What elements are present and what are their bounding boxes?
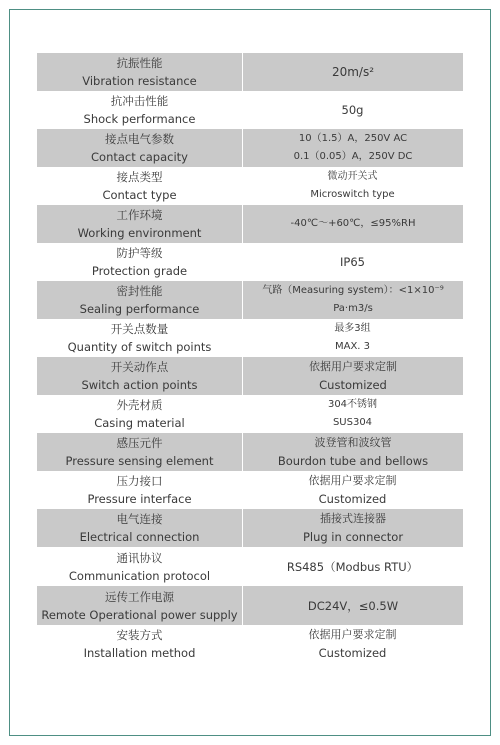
- value-line: Customized: [318, 646, 387, 660]
- spec-value: [242, 91, 463, 129]
- value-line: 依据用户要求定制: [308, 474, 397, 487]
- spec-row-remote-power-supply: [37, 586, 463, 625]
- spec-row-pressure-interface: [37, 471, 463, 509]
- label-en: Protection grade: [91, 264, 188, 278]
- spec-row-pressure-sensing-element: [37, 433, 463, 471]
- spec-value: [242, 509, 463, 547]
- label-zh: 压力接口: [116, 474, 163, 488]
- label-zh: 外壳材质: [116, 398, 163, 412]
- spec-value: [242, 53, 463, 91]
- spec-label: [37, 471, 242, 509]
- spec-row-installation-method: [37, 625, 463, 663]
- spec-row-contact-type: [37, 167, 463, 205]
- spec-value: [242, 281, 463, 319]
- spec-row-protection-grade: [37, 243, 463, 281]
- spec-value: [242, 471, 463, 509]
- spec-label: [37, 205, 242, 243]
- spec-row-working-environment: [37, 205, 463, 243]
- spec-label: [37, 625, 242, 663]
- value-line: SUS304: [332, 417, 373, 428]
- spec-value: [242, 129, 463, 167]
- label-en: Electrical connection: [79, 530, 200, 544]
- label-zh: 接点电气参数: [105, 132, 174, 146]
- value-line: 气路（Measuring system）：<1×10⁻⁹: [262, 285, 444, 296]
- label-en: Casing material: [94, 416, 185, 430]
- spec-label: [37, 547, 242, 586]
- value-line: Plug in connector: [302, 530, 404, 544]
- value-line: DC24V，≤0.5W: [307, 598, 399, 613]
- label-zh: 抗振性能: [116, 56, 163, 70]
- label-zh: 开关动作点: [110, 360, 169, 374]
- value-line: 微动开关式: [327, 171, 378, 182]
- value-line: 波登管和波纹管: [314, 436, 392, 449]
- spec-value: [242, 625, 463, 663]
- spec-value: [242, 205, 463, 243]
- spec-label: [37, 395, 242, 433]
- spec-value: [242, 167, 463, 205]
- label-zh: 工作环境: [116, 208, 163, 222]
- value-line: 50g: [341, 103, 364, 117]
- value-line: Microswitch type: [310, 189, 395, 200]
- label-en: Installation method: [83, 646, 196, 660]
- value-line: 依据用户要求定制: [308, 628, 397, 641]
- spec-value: [242, 319, 463, 357]
- spec-row-switch-action-points: [37, 357, 463, 395]
- spec-row-communication-protocol: [37, 547, 463, 586]
- value-line: IP65: [340, 255, 365, 269]
- spec-row-contact-capacity: [37, 129, 463, 167]
- spec-value: [242, 547, 463, 586]
- label-en: Communication protocol: [68, 568, 211, 583]
- spec-table: [37, 53, 463, 663]
- label-en: Working environment: [77, 226, 202, 240]
- spec-row-sealing-performance: [37, 281, 463, 319]
- spec-row-electrical-connection: [37, 509, 463, 547]
- label-en: Contact capacity: [91, 150, 188, 164]
- spec-value: [242, 586, 463, 625]
- label-en: Remote Operational power supply: [41, 607, 238, 622]
- spec-label: [37, 281, 242, 319]
- value-line: 304不锈钢: [327, 399, 378, 410]
- value-line: RS485（Modbus RTU）: [286, 559, 419, 574]
- label-en: Switch action points: [81, 378, 198, 392]
- value-line: 10（1.5）A，250V AC: [298, 133, 408, 144]
- spec-value: [242, 395, 463, 433]
- label-en: Pressure interface: [87, 492, 192, 506]
- label-zh: 密封性能: [116, 284, 163, 298]
- label-zh: 抗冲击性能: [110, 94, 169, 108]
- label-en: Shock performance: [83, 112, 196, 126]
- label-en: Pressure sensing element: [65, 454, 214, 468]
- value-line: -40℃～+60℃，≤95%RH: [290, 218, 416, 229]
- label-zh: 远传工作电源: [105, 589, 174, 604]
- value-line: Customized: [318, 492, 387, 506]
- value-line: Pa·m3/s: [333, 303, 373, 314]
- label-zh: 感压元件: [116, 436, 163, 450]
- value-line: Customized: [319, 378, 387, 392]
- value-line: 20m/s²: [331, 65, 375, 79]
- label-zh: 电气连接: [116, 512, 163, 526]
- label-zh: 防护等级: [116, 246, 163, 260]
- spec-label: [37, 319, 242, 357]
- spec-label: [37, 357, 242, 395]
- spec-label: [37, 167, 242, 205]
- spec-row-casing-material: [37, 395, 463, 433]
- spec-label: [37, 243, 242, 281]
- label-zh: 安装方式: [116, 628, 163, 642]
- spec-label: [37, 129, 242, 167]
- spec-value: [242, 357, 463, 395]
- spec-value: [242, 243, 463, 281]
- spec-row-switch-points-quantity: [37, 319, 463, 357]
- label-zh: 开关点数量: [110, 322, 169, 336]
- spec-value: [242, 433, 463, 471]
- value-line: 插接式连接器: [320, 512, 386, 525]
- label-en: Contact type: [102, 188, 177, 202]
- value-line: MAX. 3: [334, 341, 371, 352]
- spec-row-vibration: [37, 53, 463, 91]
- spec-label: [37, 509, 242, 547]
- label-en: Quantity of switch points: [67, 340, 212, 354]
- value-line: 依据用户要求定制: [309, 360, 397, 373]
- spec-label: [37, 433, 242, 471]
- label-en: Vibration resistance: [82, 74, 197, 88]
- label-zh: 接点类型: [116, 170, 163, 184]
- spec-label: [37, 91, 242, 129]
- value-line: Bourdon tube and bellows: [277, 454, 429, 468]
- spec-row-shock: [37, 91, 463, 129]
- value-line: 最多3组: [334, 323, 371, 334]
- value-line: 0.1（0.05）A，250V DC: [293, 151, 413, 162]
- label-en: Sealing performance: [79, 302, 200, 316]
- label-zh: 通讯协议: [116, 550, 163, 565]
- spec-label: [37, 53, 242, 91]
- spec-label: [37, 586, 242, 625]
